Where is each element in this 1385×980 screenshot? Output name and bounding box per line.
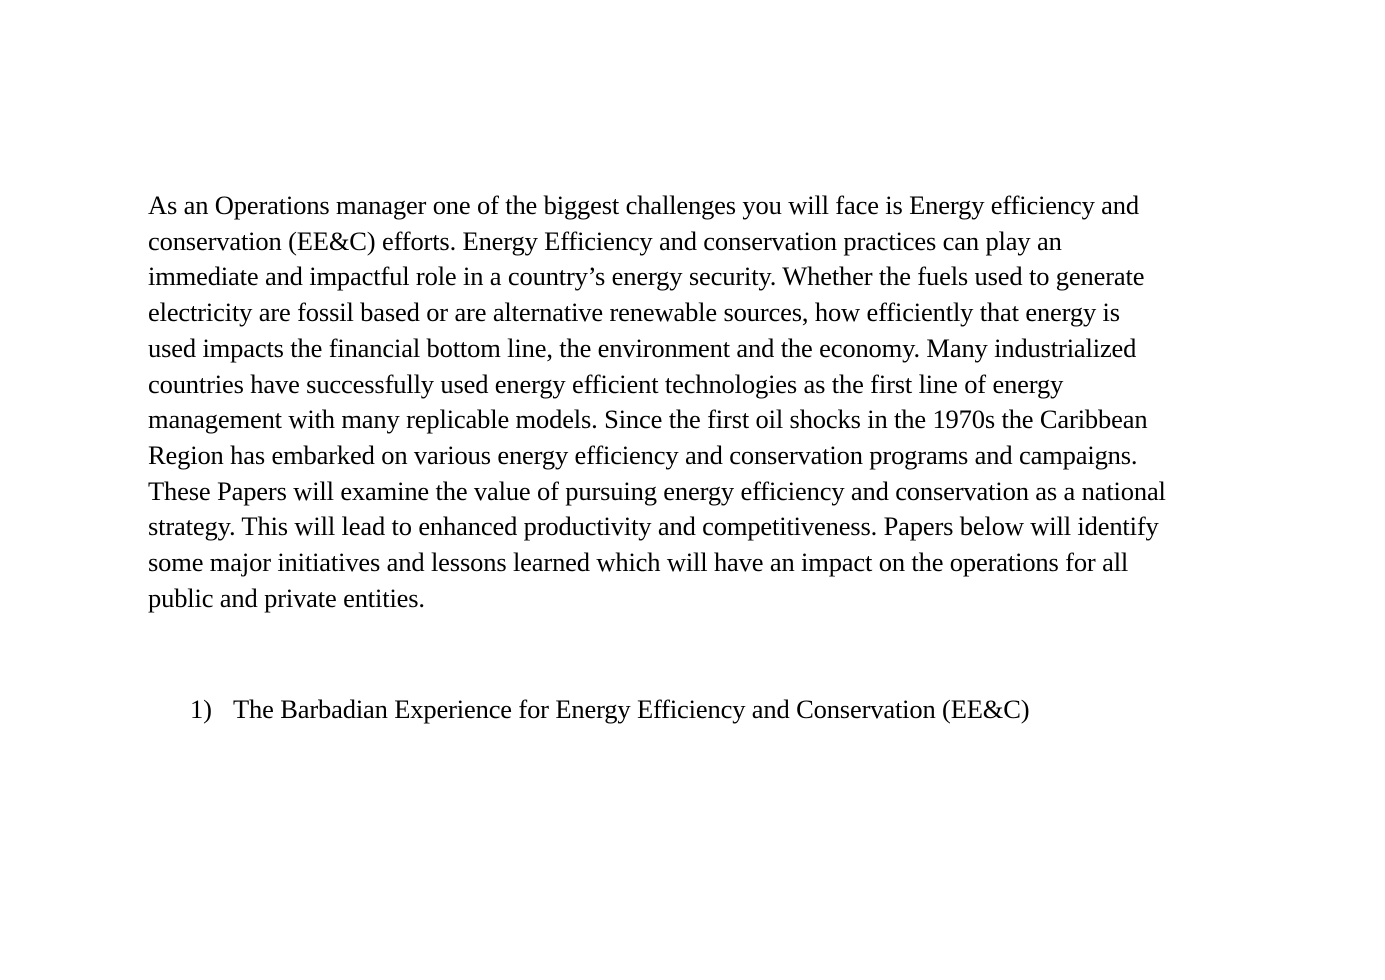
list-item-text: The Barbadian Experience for Energy Efficiency and Conservation (EE&C)	[233, 694, 1030, 724]
numbered-list	[190, 691, 1029, 727]
paragraph-line: immediate and impactful role in a country’s energy security. Whether the fuels used to generate	[148, 261, 1145, 292]
paragraph-line: As an Operations manager one of the biggest challenges you will face is Energy efficiency and	[148, 190, 1139, 220]
paragraph-line: Region has embarked on various energy efficiency and conservation programs and campaigns.	[148, 439, 1138, 470]
paragraph-line: strategy. This will lead to enhanced productivity and competitiveness. Papers below will identify	[148, 511, 1159, 542]
paragraph-line: conservation (EE&C) efforts. Energy Efficiency and conservation practices can play an	[148, 225, 1062, 256]
paragraph-line: management with many replicable models. Since the first oil shocks in the 1970s the Caribbean	[148, 404, 1148, 435]
intro-paragraph	[148, 188, 1248, 616]
list-item-number: 1)	[190, 694, 212, 724]
paragraph-line: used impacts the financial bottom line, the environment and the economy. Many industrialized	[148, 332, 1137, 363]
paragraph-line: public and private entities.	[148, 582, 425, 613]
paragraph-line: These Papers will examine the value of pursuing energy efficiency and conservation as a national	[148, 475, 1166, 506]
paragraph-line: electricity are fossil based or are alternative renewable sources, how efficiently that energy is	[148, 297, 1120, 328]
paragraph-line: some major initiatives and lessons learned which will have an impact on the operations for all	[148, 547, 1129, 578]
list-item	[190, 691, 1029, 727]
paragraph-line: countries have successfully used energy efficient technologies as the first line of energy	[148, 368, 1064, 399]
